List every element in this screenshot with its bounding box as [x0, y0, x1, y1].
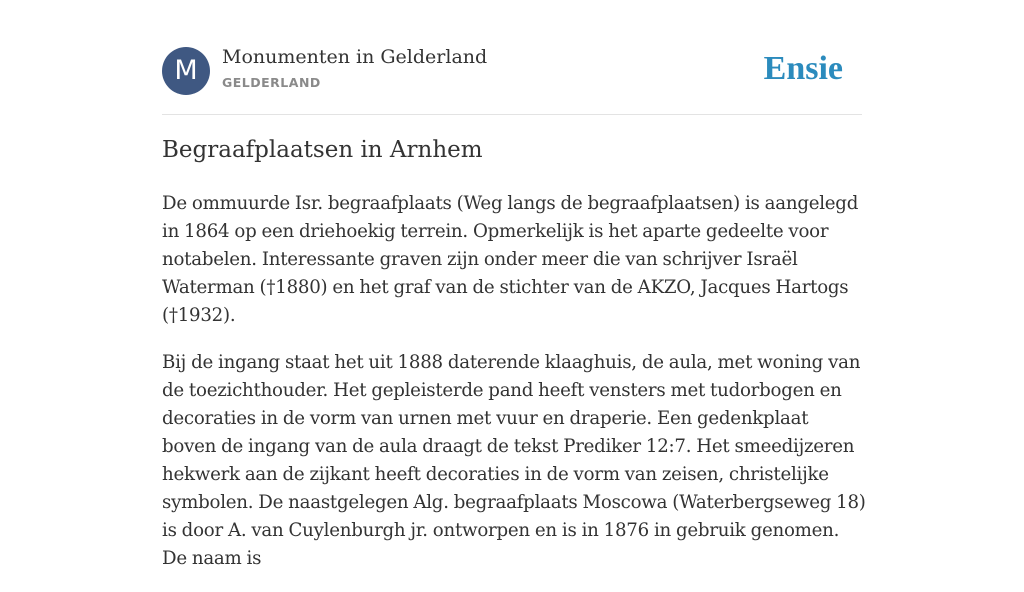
page [162, 0, 866, 569]
brand-logo[interactable]: Ensie [763, 50, 843, 87]
article-body [162, 190, 867, 592]
avatar[interactable]: M [162, 47, 210, 95]
paragraph: Bij de ingang staat het uit 1888 daterende klaaghuis, de aula, met woning van de toezichthouder. Het gepleisterde pand heeft vensters met tudorbogen en decoraties in de vorm van urnen met vuur en draperie. Een gedenkplaat boven de ingang van de aula draagt de tekst Prediker 12:7. Het smeedijzeren hekwerk aan de zijkant heeft decoraties in de vorm van zeisen, christelijke symbolen. De naastgelegen Alg. begraafplaats Moscowa (Waterbergseweg 18) is door A. van Cuylenburgh jr. ontworpen en is in 1876 in gebruik genomen. De naam is [162, 352, 866, 569]
paragraph: De ommuurde Isr. begraafplaats (Weg langs de begraafplaatsen) is aangelegd in 1864 op een driehoekig terrein. Opmerkelijk is het aparte gedeelte voor notabelen. Interessante graven zijn onder meer die van schrijver Israël Waterman (†1880) en het graf van de stichter van de AKZO, Jacques Hartogs (†1932). [162, 193, 859, 326]
article-title: Begraafplaatsen in Arnhem [162, 137, 483, 163]
source-subtitle[interactable]: GELDERLAND [222, 75, 321, 90]
source-title[interactable]: Monumenten in Gelderland [222, 46, 488, 68]
source-header [162, 46, 862, 115]
